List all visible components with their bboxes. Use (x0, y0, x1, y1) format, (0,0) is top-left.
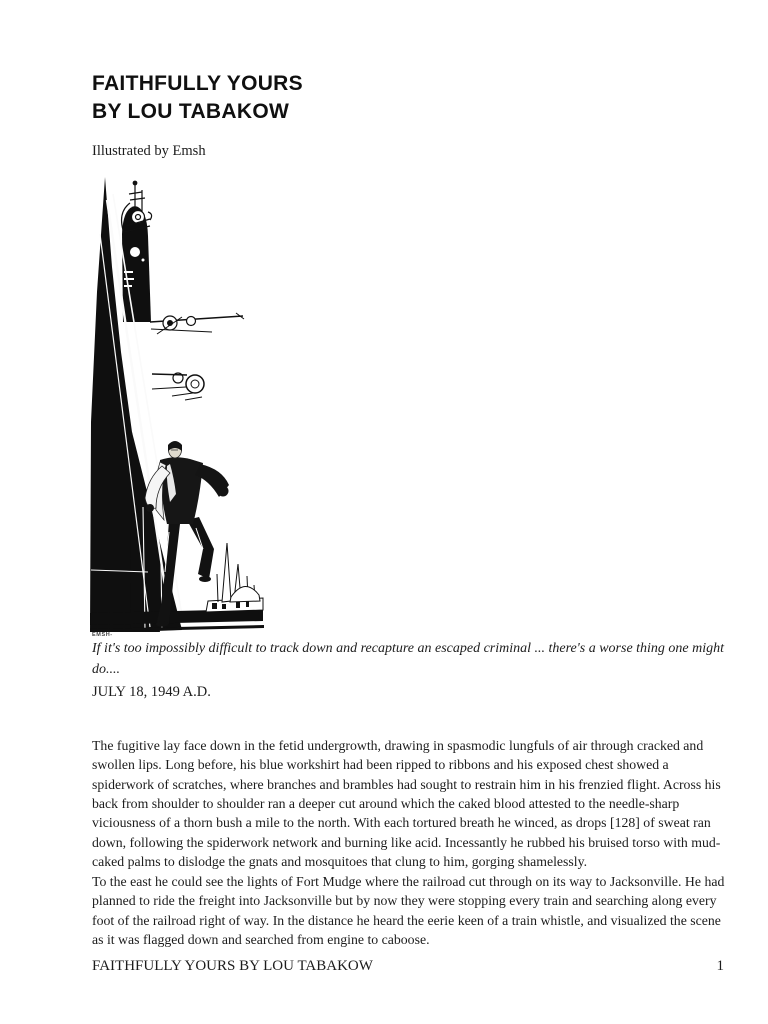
dateline: JULY 18, 1949 A.D. (92, 684, 211, 700)
illustration-signature: EMSH- (92, 632, 113, 637)
page-footer (92, 958, 724, 975)
ground-group (90, 609, 264, 632)
story-illustration (90, 172, 265, 637)
page-number: 1 (716, 958, 724, 974)
byline: Illustrated by Emsh (92, 143, 206, 159)
illustration-graphic (90, 172, 265, 637)
story-caption: If it's too impossibly difficult to track down and recapture an escaped criminal ... there's a worse thing one might do.... (92, 641, 725, 677)
side-gantry-upper (150, 313, 244, 334)
title-line-1: FAITHFULLY YOURS (92, 72, 303, 95)
title-line-2: BY LOU TABAKOW (92, 100, 290, 123)
story-paragraph: The fugitive lay face down in the fetid undergrowth, drawing in spasmodic lungfuls of air through cracked and swollen lips. Long before, his blue workshirt had been ripped to ribbons and his exposed chest showed a spiderwork of scratches, where branches and brambles had sought to restrain him in his frenzied flight. Across his back from shoulder to shoulder ran a deeper cut around which the caked blood attested to the needle-sharp viciousness of a thorn bush a mile to the north. With each tortured breath he winced, as drops [128] of sweat ran down, following the spiderwork network and burning like acid. Incessantly he rubbed his bruised torso with mud-caked palms to dislodge the gnats and mosquitoes that clung to him, gorging shamelessly. (92, 737, 721, 870)
page-title (92, 70, 303, 126)
side-gantry-lower (152, 373, 204, 400)
story-paragraph: To the east he could see the lights of Fort Mudge where the railroad cut through on its way to Jacksonville. He had planned to ride the freight into Jacksonville but by now they were stopping every train and searching along every foot of the railroad right of way. In the distance he heard the eerie keen of a train whistle, and visualized the scene as it was flagged down and searched from engine to caboose. (92, 873, 725, 948)
footer-running-title: FAITHFULLY YOURS BY LOU TABAKOW (92, 958, 373, 974)
city-group (206, 543, 263, 612)
